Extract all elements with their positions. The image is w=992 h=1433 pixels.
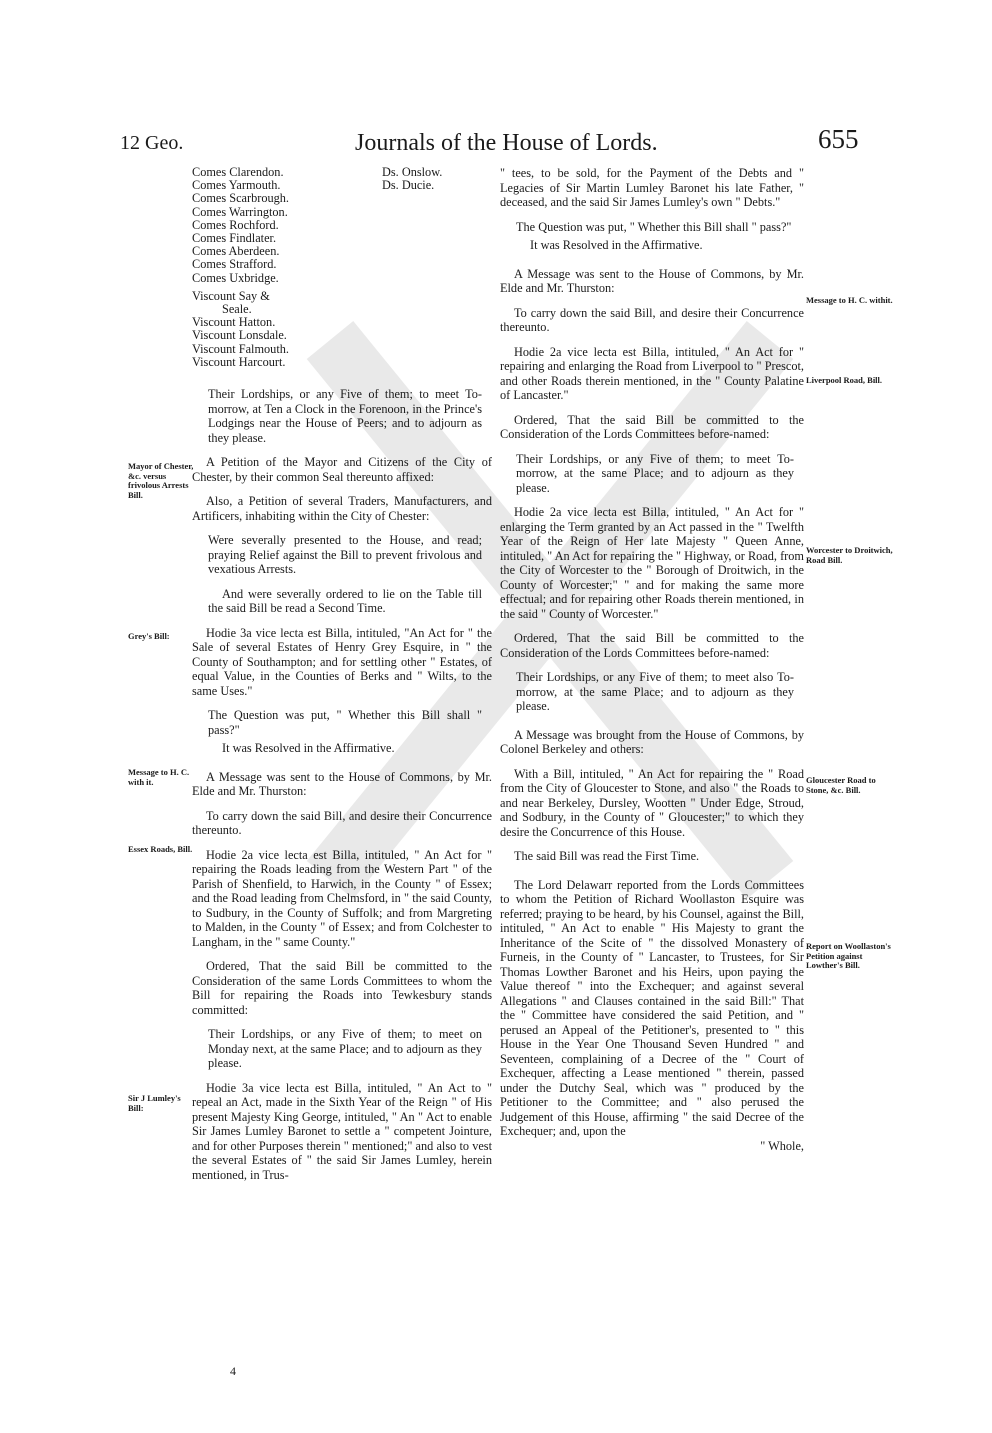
paragraph: Were severally presented to the House, and read; praying Relief against the Bill to prevent frivolous and vexatious Arrests. [208, 533, 482, 577]
paragraph: To carry down the said Bill, and desire their Concurrence thereunto. [192, 808, 492, 838]
peer-entry: Comes Findlater. [192, 231, 277, 246]
header-title: Journals of the House of Lords. [355, 130, 658, 156]
paragraph: Also, a Petition of several Traders, Manufacturers, and Artificers, inhabiting within the City of Chester: [192, 494, 492, 523]
peer-entry: Viscount Hatton. [192, 315, 276, 330]
margin-note: Worcester to Droitwich, Road Bill. [806, 545, 893, 565]
peers-attendance [192, 166, 492, 369]
peer-entry: Comes Yarmouth. [192, 178, 281, 193]
left-column [192, 166, 492, 1192]
peer-entry: Comes Scarbrough. [192, 191, 289, 206]
paragraph: " tees, to be sold, for the Payment of the Debts and " Legacies of Sir Martin Lumley Baronet his late Father, " deceased, and the said Sir James Lumley's own " Debts." [500, 166, 804, 209]
margin-note: Mayor of Chester, &c. versus frivolous Arrests Bill. [128, 461, 194, 500]
peer-entry: Viscount Say & [192, 288, 270, 303]
peer-entry: Ds. Ducie. [382, 178, 435, 193]
paragraph: It was Resolved in the Affirmative. [222, 741, 395, 756]
paragraph: To carry down the said Bill, and desire their Concurrence thereunto. [500, 305, 804, 334]
paragraph: With a Bill, intituled, " An Act for repairing the " Road from the City of Gloucester to Stone, and also " the Roads to and near Berkeley, Dursley, Wootten " Under Edge, Stroud, and Sodbury, in the County of " Gloucester;" to which they desire the Concurrence of this House. [500, 766, 804, 839]
paragraph: Hodie 3a vice lecta est Billa, intituled, " An Act to " repeal an Act, made in the Sixth Year of the Reign " of His present Majesty King George, intituled, " An " Act to enable Sir James Lumley Baronet to settle a " competent Jointure, and for other Purposes therein " mentioned;" and also to vest the several Estates of " the said Sir James Lumley, herein mentioned, in Trus- [192, 1080, 492, 1182]
margin-note: Grey's Bill: [128, 631, 170, 641]
peer-entry: Ds. Onslow. [382, 165, 443, 179]
catchword: " Whole, [760, 1138, 804, 1153]
peer-entry: Comes Clarendon. [192, 165, 284, 179]
peer-entry: Comes Uxbridge. [192, 270, 279, 285]
peer-entry: Seale. [222, 302, 252, 317]
peers-list-left [192, 166, 382, 369]
paragraph: Their Lordships, or any Five of them; to meet To-morrow, at Ten a Clock in the Forenoon, in the Prince's Lodgings near the House of Peers; and to adjourn as they please. [208, 387, 482, 445]
margin-note: Essex Roads, Bill. [128, 844, 193, 854]
peer-entry: Viscount Harcourt. [192, 354, 286, 369]
page-number: 655 [818, 124, 859, 154]
paragraph: The said Bill was read the First Time. [514, 849, 700, 863]
peer-entry: Comes Rochford. [192, 217, 279, 232]
paragraph: Ordered, That the said Bill be committed to the Consideration of the same Lords Committees to whom the Bill for repairing the Roads into Tewkesbury stands committed: [192, 959, 492, 1017]
paragraph: A Message was sent to the House of Commons, by Mr. Elde and Mr. Thurston: [500, 266, 804, 295]
signature-mark: 4 [230, 1364, 236, 1378]
margin-note: Message to H. C. withit. [806, 295, 893, 305]
paragraph: Hodie 2a vice lecta est Billa, intituled, " An Act for " repairing and enlarging the Road from Liverpool to " Prescot, and other Roads therein mentioned, in the " County Palatine of Lancaster." [500, 344, 804, 402]
paragraph: And were severally ordered to lie on the Table till the said Bill be read a Second Time. [208, 586, 482, 616]
paragraph: Their Lordships, or any Five of them; to meet also To-morrow, at the same Place; and to adjourn as they please. [516, 670, 794, 713]
peer-entry: Comes Warrington. [192, 204, 288, 219]
paragraph: A Message was sent to the House of Commons, by Mr. Elde and Mr. Thurston: [192, 769, 492, 799]
margin-note: Message to H. C. with it. [128, 767, 190, 787]
header-regnal-year: 12 Geo. [120, 132, 184, 154]
paragraph: Hodie 2a vice lecta est Billa, intituled, " An Act for " repairing the Roads leading from the Western Part " of the Parish of Shenfield, to Harwich, in the County " of Essex; and the Road leading from Chelmsford, in " the said County, to Sudbury, in the County of Suffolk; and from Margreting to Malden, in the County " of Essex; and from Colchester to Langham, in the " same County." [192, 847, 492, 949]
peer-entry: Comes Aberdeen. [192, 244, 280, 259]
peer-entry: Viscount Falmouth. [192, 341, 289, 356]
paragraph: Hodie 3a vice lecta est Billa, intituled, "An Act for " the Sale of several Estates of Henry Grey Esquire, in " the County of Southampton; and for settling other " Estates, of equal Value, in the Counties of Berks and " Wilts, to the same Uses." [192, 625, 492, 698]
paragraph: Ordered, That the said Bill be committed to the Consideration of the Lords Committees before-named: [500, 412, 804, 441]
peer-entry: Comes Strafford. [192, 257, 277, 272]
paragraph: It was Resolved in the Affirmative. [530, 238, 703, 252]
paragraph: The Question was put, " Whether this Bill shall " pass?" [516, 219, 792, 234]
paragraph: The Question was put, " Whether this Bill shall " pass?" [208, 708, 482, 737]
paragraph: Their Lordships, or any Five of them; to meet on Monday next, at the same Place; and to adjourn as they please. [208, 1027, 482, 1071]
paragraph: A Message was brought from the House of Commons, by Colonel Berkeley and others: [500, 727, 804, 756]
paragraph: Ordered, That the said Bill be committed to the Consideration of the Lords Committees before-named: [500, 631, 804, 660]
margin-note: Gloucester Road to Stone, &c. Bill. [806, 775, 876, 795]
margin-note: Report on Woollaston's Petition against Lowther's Bill. [806, 941, 891, 970]
paragraph: The Lord Delawarr reported from the Lords Committees to whom the Petition of Richard Woollaston Esquire was referred; praying to be heard, by his Counsel, against the Bill, intituled, " An Act to enable " His Majesty to grant the Inheritance of the Scite of " the dissolved Monastery of Furneis, in the County of " Lancaster, to Trustees, for Sir Thomas Lowther Baronet and his Heirs, upon paying the Value thereof " into the Exchequer; and against several Allegations " and Clauses contained in the said Bill:" That the " Committee have considered the said Petition, and " perused an Appeal of the Petitioner's, presented to " this House in the Year One Thousand Seven Hundred " and Seventeen, complaining of a Decree of the " Court of Exchequer, affecting a Lease mentioned " therein, passed under the Dutchy Seal, which was " produced by the Petitioner to the Committee; and " also perused the Judgement of this House, affirming " the said Decree of the Exchequer; and, upon the [500, 877, 804, 1138]
peer-entry: Viscount Lonsdale. [192, 328, 287, 343]
right-column [500, 166, 804, 1153]
running-header [0, 118, 992, 168]
margin-note: Sir J Lumley's Bill: [128, 1093, 181, 1113]
peers-list-right [382, 166, 482, 369]
paragraph: A Petition of the Mayor and Citizens of the City of Chester, by their common Seal thereunto affixed: [192, 455, 492, 484]
margin-note: Liverpool Road, Bill. [806, 375, 883, 385]
paragraph: Their Lordships, or any Five of them; to meet To-morrow, at the same Place; and to adjourn as they please. [516, 451, 794, 495]
paragraph: Hodie 2a vice lecta est Billa, intituled, " An Act for " enlarging the Term granted by an Act passed in the " Twelfth Year of the Reign of Her late Majesty " Queen Anne, intituled, " An Act for repairing the " Highway, or Road, from the City of Worcester to the " Borough of Droitwich, in the County of Worcester;" " and for making the same more effectual; and for repairing other Roads therein mentioned, in the said " County of Worcester." [500, 505, 804, 621]
